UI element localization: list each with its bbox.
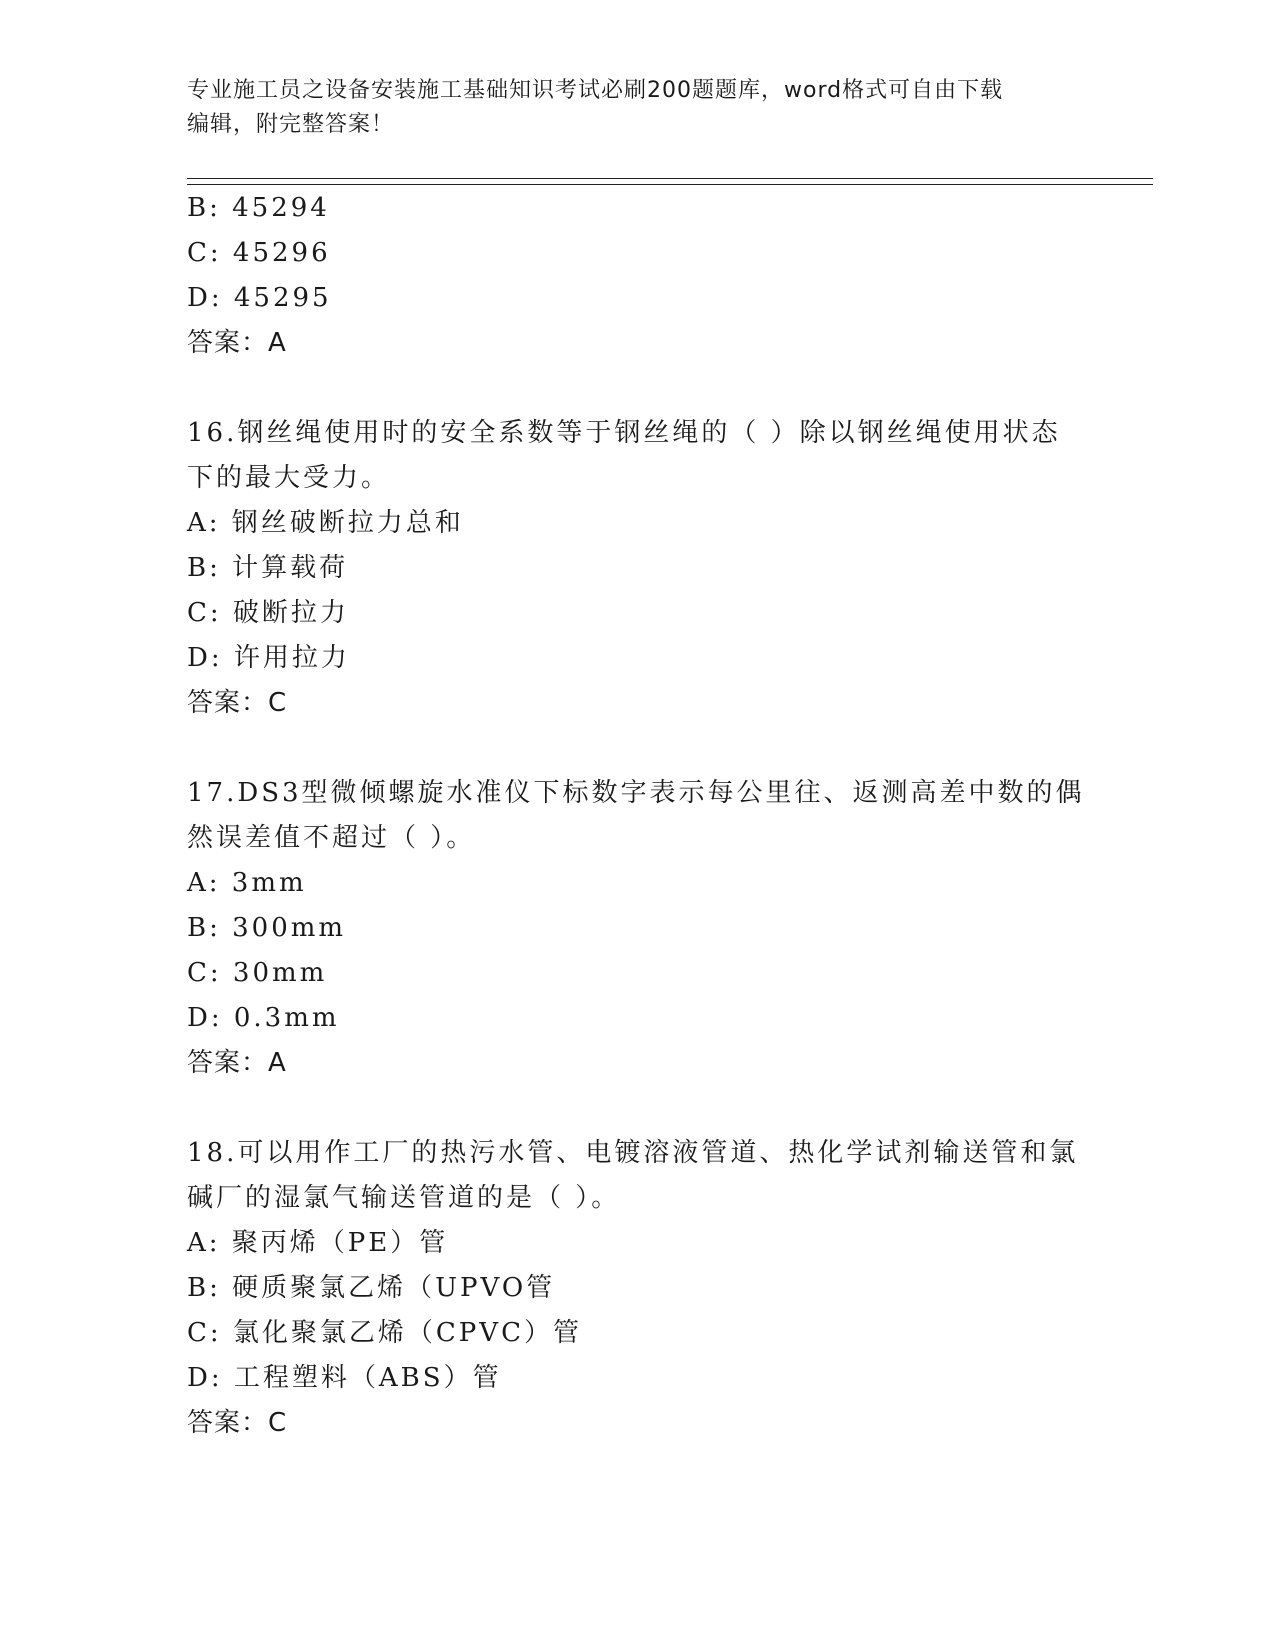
- q16-answer: 答案：C: [187, 688, 288, 718]
- q15-answer: 答案：A: [187, 328, 287, 358]
- q18-answer: 答案：C: [187, 1408, 288, 1438]
- header-title-line2: 编辑，附完整答案！: [187, 112, 395, 137]
- q17-option-c: C: 30mm: [187, 958, 328, 988]
- q18-stem-line2: 碱厂的湿氯气输送管道的是（ ）。: [187, 1183, 621, 1213]
- q18-option-a: A: 聚丙烯（PE）管: [187, 1228, 449, 1258]
- header-divider-bottom: [187, 184, 1153, 185]
- header-divider-top: [187, 178, 1153, 179]
- q18-option-c: C: 氯化聚氯乙烯（CPVC）管: [187, 1318, 582, 1348]
- q16-option-b: B: 计算载荷: [187, 553, 349, 583]
- q17-answer: 答案：A: [187, 1048, 287, 1078]
- q17-option-d: D: 0.3mm: [187, 1003, 340, 1033]
- q16-option-a: A: 钢丝破断拉力总和: [187, 508, 464, 538]
- q15-option-c: C: 45296: [187, 238, 331, 268]
- q17-stem-line1: 17.DS3型微倾螺旋水准仪下标数字表示每公里往、返测高差中数的偶: [187, 778, 1085, 808]
- document-header: [187, 74, 1067, 142]
- q16-stem-line2: 下的最大受力。: [187, 463, 391, 493]
- q18-stem-line1: 18.可以用作工厂的热污水管、电镀溶液管道、热化学试剂输送管和氯: [187, 1138, 1079, 1168]
- q16-option-d: D: 许用拉力: [187, 643, 350, 673]
- header-title-line1: 专业施工员之设备安装施工基础知识考试必刷200题题库，word格式可自由下载: [187, 78, 1004, 103]
- q18-option-b: B: 硬质聚氯乙烯（UPVO管: [187, 1273, 556, 1303]
- q18-option-d: D: 工程塑料（ABS）管: [187, 1363, 502, 1393]
- q17-option-b: B: 300mm: [187, 913, 347, 943]
- q17-option-a: A: 3mm: [187, 868, 307, 898]
- q15-option-d: D: 45295: [187, 283, 332, 313]
- q15-option-b: B: 45294: [187, 193, 330, 223]
- q16-option-c: C: 破断拉力: [187, 598, 349, 628]
- q16-stem-line1: 16.钢丝绳使用时的安全系数等于钢丝绳的（ ）除以钢丝绳使用状态: [187, 418, 1061, 448]
- q17-stem-line2: 然误差值不超过（ ）。: [187, 823, 476, 853]
